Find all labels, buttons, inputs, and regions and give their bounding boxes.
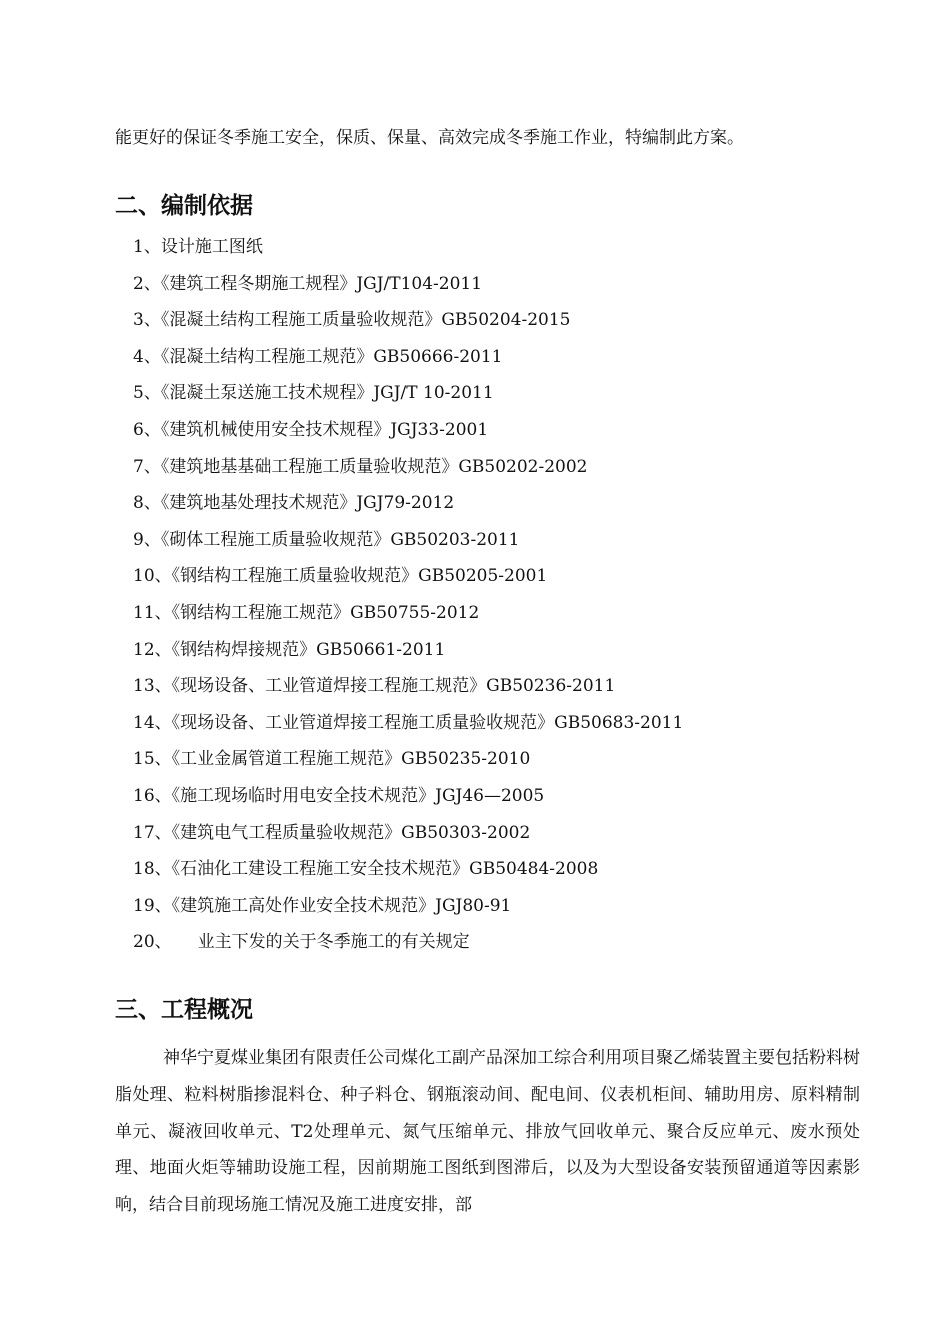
reference-number: 17、 — [133, 822, 172, 843]
reference-text: 《砌体工程施工质量验收规范》GB50203-2011 — [160, 529, 520, 550]
reference-text: 《钢结构工程施工规范》GB50755-2012 — [171, 602, 480, 623]
reference-item — [133, 236, 683, 273]
reference-item — [133, 346, 683, 383]
reference-number: 19、 — [133, 895, 172, 916]
reference-text: 《现场设备、工业管道焊接工程施工质量验收规范》GB50683-2011 — [171, 712, 684, 733]
reference-number: 9、 — [133, 529, 161, 550]
reference-item — [133, 565, 683, 602]
reference-number: 1、 — [133, 237, 161, 257]
reference-text: 《建筑电气工程质量验收规范》GB50303-2002 — [171, 822, 531, 843]
reference-text: 《混凝土泵送施工技术规程》JGJ/T 10-2011 — [160, 383, 494, 404]
reference-text: 《建筑机械使用安全技术规程》JGJ33-2001 — [160, 419, 489, 440]
reference-item — [133, 273, 683, 310]
reference-item — [133, 419, 683, 456]
reference-number: 20、 — [133, 932, 172, 953]
reference-number: 15、 — [133, 749, 172, 770]
reference-number: 11、 — [133, 602, 172, 623]
reference-text: 《混凝土结构工程施工规范》GB50666-2011 — [160, 346, 503, 367]
reference-text: 《施工现场临时用电安全技术规范》JGJ46—2005 — [171, 785, 545, 806]
reference-item — [133, 675, 683, 712]
reference-item — [133, 748, 683, 785]
reference-text: 设计施工图纸 — [160, 237, 263, 257]
section-3-heading: 三、工程概况 — [115, 997, 253, 1023]
reference-text: 《工业金属管道工程施工规范》GB50235-2010 — [171, 749, 531, 770]
reference-item — [133, 382, 683, 419]
reference-text: 《现场设备、工业管道焊接工程施工规范》GB50236-2011 — [171, 676, 616, 697]
reference-text: 《建筑地基处理技术规范》JGJ79-2012 — [160, 493, 455, 514]
reference-text: 《建筑地基基础工程施工质量验收规范》GB50202-2002 — [160, 456, 588, 477]
reference-number: 14、 — [133, 712, 172, 733]
reference-number: 10、 — [133, 566, 172, 587]
reference-item — [133, 309, 683, 346]
reference-text: 《建筑施工高处作业安全技术规范》JGJ80-91 — [171, 895, 512, 916]
reference-item — [133, 895, 683, 932]
reference-item — [133, 858, 683, 895]
reference-item — [133, 639, 683, 676]
reference-number: 5、 — [133, 383, 161, 404]
reference-item — [133, 492, 683, 529]
reference-number: 4、 — [133, 346, 161, 367]
project-overview-paragraph: 神华宁夏煤业集团有限责任公司煤化工副产品深加工综合利用项目聚乙烯装置主要包括粉料树脂处理、粒料树脂掺混料仓、种子料仓、钢瓶滚动间、配电间、仪表机柜间、辅助用房、原料精制单元、凝液回收单元、T2处理单元、氮气压缩单元、排放气回收单元、聚合反应单元、废水预处理、地面火炬等辅助设施工程，因前期施工图纸到图滞后，以及为大型设备安装预留通道等因素影响，结合目前现场施工情况及施工进度安排，部 — [115, 1048, 860, 1216]
reference-item — [133, 931, 683, 968]
reference-number: 7、 — [133, 456, 161, 477]
reference-number: 8、 — [133, 493, 161, 514]
reference-number: 2、 — [133, 273, 161, 294]
reference-text: 业主下发的关于冬季施工的有关规定 — [197, 932, 470, 953]
reference-text: 《建筑工程冬期施工规程》JGJ/T104-2011 — [160, 273, 483, 294]
reference-number: 6、 — [133, 419, 161, 440]
reference-item — [133, 712, 683, 749]
reference-text: 《钢结构工程施工质量验收规范》GB50205-2001 — [171, 566, 548, 587]
reference-item — [133, 456, 683, 493]
intro-line: 能更好的保证冬季施工安全，保质、保量、高效完成冬季施工作业，特编制此方案。 — [115, 128, 744, 148]
reference-list — [133, 236, 683, 968]
reference-number: 16、 — [133, 785, 172, 806]
reference-number: 3、 — [133, 310, 161, 331]
reference-text: 《钢结构焊接规范》GB50661-2011 — [171, 639, 446, 660]
reference-number: 18、 — [133, 859, 172, 880]
reference-item — [133, 602, 683, 639]
reference-item — [133, 822, 683, 859]
reference-item — [133, 529, 683, 566]
section-2-heading: 二、编制依据 — [115, 193, 253, 219]
reference-number: 13、 — [133, 676, 172, 697]
reference-item — [133, 785, 683, 822]
reference-text: 《混凝土结构工程施工质量验收规范》GB50204-2015 — [160, 310, 571, 331]
reference-number: 12、 — [133, 639, 172, 660]
reference-text: 《石油化工建设工程施工安全技术规范》GB50484-2008 — [171, 859, 599, 880]
